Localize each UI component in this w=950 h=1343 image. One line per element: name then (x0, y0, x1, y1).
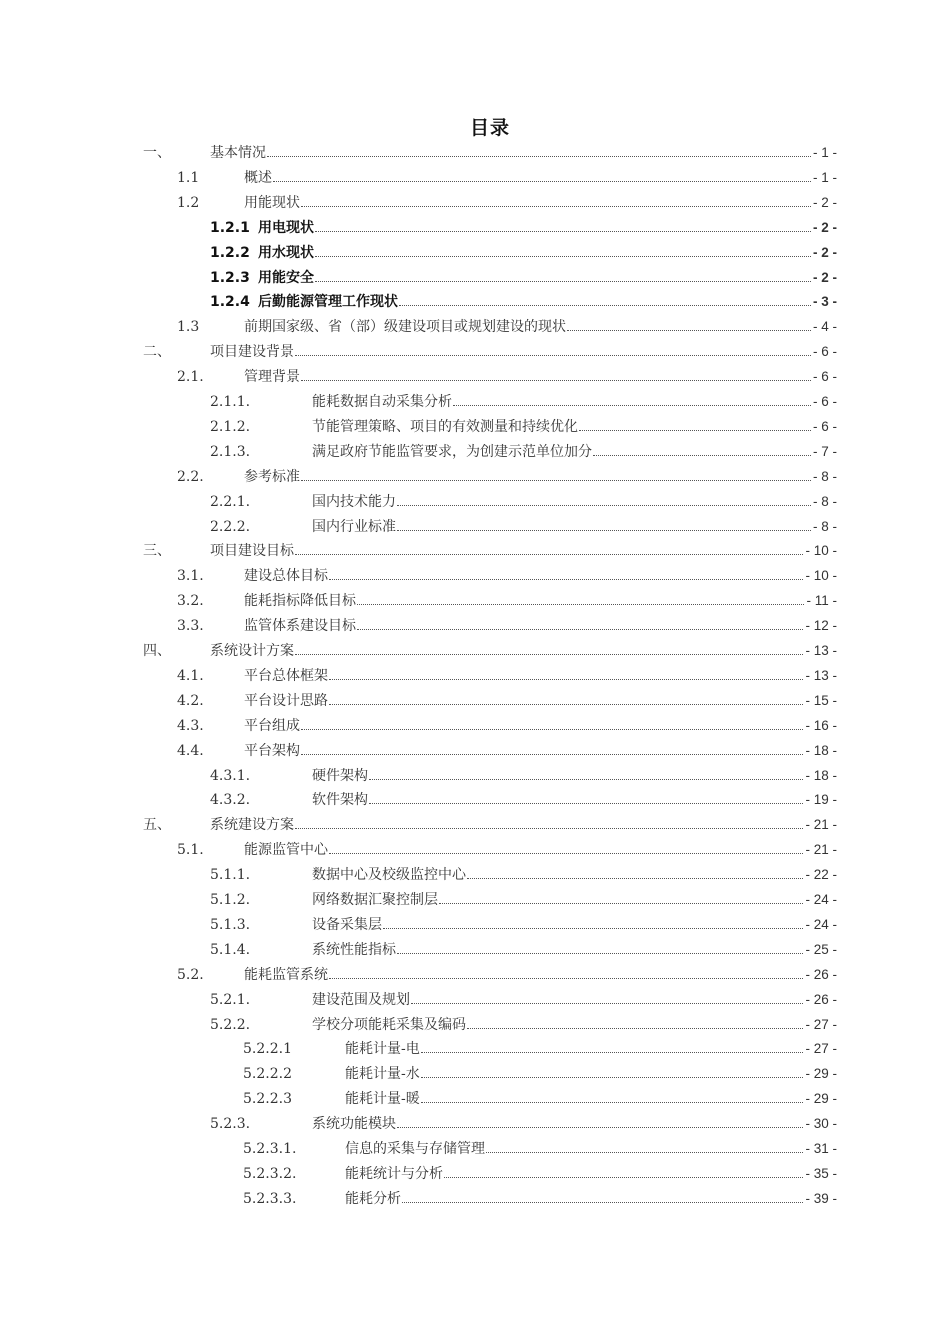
toc-entry[interactable] (0, 366, 950, 388)
toc-entry-number: 4.3. (177, 717, 204, 734)
toc-entry-title: 用能现状 (244, 192, 301, 214)
toc-entry-title: 系统设计方案 (210, 640, 295, 662)
toc-entry-title: 能源监管中心 (244, 839, 329, 861)
toc-entry-title: 监管体系建设目标 (244, 615, 357, 637)
toc-entry-page: - 4 - (811, 316, 837, 338)
toc-entry-page: - 27 - (803, 1014, 837, 1036)
toc-entry[interactable] (0, 242, 950, 264)
toc-entry-number: 4.3.1. (210, 767, 251, 784)
toc-entry[interactable] (0, 167, 950, 189)
toc-dot-leader (329, 579, 803, 580)
toc-entry[interactable] (0, 540, 950, 562)
toc-entry-title: 能耗计量-水 (345, 1063, 421, 1085)
toc-entry-number: 2.2.2. (210, 518, 251, 535)
toc-dot-leader (315, 281, 811, 282)
toc-entry-number: 5.1.1. (210, 867, 251, 884)
toc-entry-page: - 18 - (803, 765, 837, 787)
toc-entry-number: 3.3. (177, 618, 204, 635)
toc-entry-title: 信息的采集与存储管理 (345, 1138, 486, 1160)
toc-entry-title: 数据中心及校级监控中心 (312, 864, 467, 886)
toc-entry[interactable] (0, 864, 950, 886)
toc-entry-title: 项目建设目标 (210, 540, 295, 562)
toc-entry-number: 1.2.1 (210, 219, 250, 236)
toc-entry-page: - 24 - (803, 914, 837, 936)
toc-entry-title: 节能管理策略、项目的有效测量和持续优化 (312, 416, 579, 438)
toc-dot-leader (295, 654, 803, 655)
toc-entry-number: 2.2. (177, 468, 204, 485)
toc-entry-number: 5.2.3.1. (243, 1141, 297, 1157)
toc-entry-title: 平台总体框架 (244, 665, 329, 687)
toc-entry[interactable] (0, 416, 950, 438)
toc-entry-number: 三、 (143, 543, 171, 560)
toc-entry-title: 国内技术能力 (312, 491, 397, 513)
toc-dot-leader (357, 604, 804, 605)
toc-entry[interactable] (0, 615, 950, 637)
toc-entry-page: - 39 - (803, 1188, 837, 1210)
toc-entry-page: - 6 - (811, 391, 837, 413)
toc-dot-leader (329, 679, 803, 680)
toc-entry-number: 四、 (143, 643, 171, 659)
toc-entry-title: 后勤能源管理工作现状 (258, 291, 399, 313)
toc-dot-leader (402, 1202, 803, 1203)
toc-dot-leader (301, 380, 811, 381)
toc-entry[interactable] (0, 142, 950, 164)
toc-entry-title: 建设范围及规划 (312, 989, 411, 1011)
toc-entry-number: 5.1.2. (210, 892, 251, 908)
toc-entry-page: - 6 - (811, 416, 837, 438)
toc-entry[interactable] (0, 1014, 950, 1036)
toc-dot-leader (421, 1102, 803, 1103)
toc-dot-leader (369, 803, 803, 804)
toc-entry-title: 能耗计量-电 (345, 1038, 421, 1060)
toc-entry-number: 5.1.4. (210, 941, 251, 958)
toc-entry-number: 2.1.2. (210, 418, 251, 435)
toc-entry-number: 1.2.4 (210, 294, 250, 311)
toc-entry-title: 系统性能指标 (312, 939, 397, 961)
toc-entry[interactable] (0, 765, 950, 787)
toc-entry-title: 网络数据汇聚控制层 (312, 889, 439, 911)
toc-entry-page: - 19 - (803, 789, 837, 811)
toc-entry[interactable] (0, 814, 950, 836)
toc-entry-number: 2.1.1. (210, 394, 251, 410)
toc-entry[interactable] (0, 590, 950, 612)
toc-entry-title: 能耗统计与分析 (345, 1163, 444, 1185)
toc-entry-page: - 11 - (804, 590, 837, 612)
toc-dot-leader (295, 554, 803, 555)
toc-entry-number: 5.2.2.1 (243, 1041, 292, 1058)
toc-entry-page: - 29 - (803, 1088, 837, 1110)
toc-entry-page: - 22 - (803, 864, 837, 886)
toc-entry-title: 能耗指标降低目标 (244, 590, 357, 612)
toc-entry-page: - 2 - (811, 192, 837, 214)
toc-dot-leader (486, 1152, 803, 1153)
toc-dot-leader (295, 828, 803, 829)
toc-entry-page: - 18 - (803, 740, 837, 762)
toc-entry-page: - 16 - (803, 715, 837, 737)
toc-entry-number: 二、 (143, 344, 171, 361)
toc-entry-page: - 2 - (811, 217, 837, 239)
toc-entry-page: - 2 - (811, 267, 837, 289)
toc-dot-leader (397, 1127, 803, 1128)
toc-entry-title: 管理背景 (244, 366, 301, 388)
toc-entry[interactable] (0, 466, 950, 488)
toc-entry-page: - 21 - (803, 814, 837, 836)
toc-entry[interactable] (0, 441, 950, 463)
toc-entry-number: 5.1. (177, 842, 204, 859)
toc-entry-title: 前期国家级、省（部）级建设项目或规划建设的现状 (244, 316, 567, 338)
toc-entry-number: 1.2 (177, 194, 200, 211)
toc-dot-leader (301, 480, 811, 481)
toc-entry[interactable] (0, 690, 950, 712)
toc-entry-number: 2.1. (177, 369, 204, 386)
toc-entry-number: 4.1. (177, 667, 204, 684)
toc-entry-title: 概述 (244, 167, 273, 189)
toc-entry-page: - 13 - (803, 665, 837, 687)
toc-entry-page: - 10 - (803, 565, 837, 587)
toc-entry-title: 国内行业标准 (312, 516, 397, 538)
toc-entry-page: - 29 - (803, 1063, 837, 1085)
toc-dot-leader (315, 231, 811, 232)
toc-entry-number: 5.2.2. (210, 1016, 251, 1033)
toc-entry[interactable] (0, 1188, 950, 1210)
toc-entry-number: 4.2. (177, 692, 204, 709)
toc-title: 目录 (469, 117, 510, 139)
toc-dot-leader (421, 1052, 803, 1053)
toc-entry-page: - 1 - (811, 142, 837, 164)
toc-entry[interactable] (0, 217, 950, 239)
toc-entry[interactable] (0, 267, 950, 289)
toc-entry-page: - 35 - (803, 1163, 837, 1185)
toc-entry-page: - 26 - (803, 964, 837, 986)
toc-entry-title: 能耗计量-暖 (345, 1088, 421, 1110)
toc-entry-title: 基本情况 (210, 142, 267, 164)
toc-dot-leader (579, 430, 811, 431)
toc-entry[interactable] (0, 192, 950, 214)
toc-entry-number: 1.1 (177, 169, 200, 186)
toc-entry-title: 能耗监管系统 (244, 964, 329, 986)
toc-entry-number: 4.3.2. (210, 792, 251, 809)
toc-entry-page: - 7 - (811, 441, 837, 463)
toc-entry-number: 1.2.2 (210, 244, 250, 261)
toc-entry-number: 1.2.3 (210, 269, 250, 286)
toc-dot-leader (301, 206, 811, 207)
toc-dot-leader (329, 978, 803, 979)
toc-entry[interactable] (0, 964, 950, 986)
toc-entry-title: 参考标准 (244, 466, 301, 488)
toc-entry[interactable] (0, 939, 950, 961)
toc-entry[interactable] (0, 789, 950, 811)
toc-entry-number: 5.2.2.2 (243, 1066, 292, 1083)
toc-entry-number: 4.4. (177, 742, 204, 759)
toc-entry-title: 项目建设背景 (210, 341, 295, 363)
toc-entry-title: 系统功能模块 (312, 1113, 397, 1135)
toc-dot-leader (273, 181, 811, 182)
toc-entry[interactable] (0, 491, 950, 513)
toc-entry[interactable] (0, 715, 950, 737)
toc-entry-page: - 24 - (803, 889, 837, 911)
toc-entry[interactable] (0, 740, 950, 762)
toc-dot-leader (329, 853, 803, 854)
toc-entry-number: 5.2.3. (210, 1116, 251, 1133)
toc-dot-leader (329, 704, 803, 705)
toc-dot-leader (301, 729, 803, 730)
toc-dot-leader (397, 953, 803, 954)
toc-dot-leader (467, 1028, 803, 1029)
toc-entry[interactable] (0, 1138, 950, 1160)
toc-entry-page: - 12 - (803, 615, 837, 637)
toc-dot-leader (421, 1077, 803, 1078)
toc-entry-page: - 21 - (803, 839, 837, 861)
toc-entry[interactable] (0, 914, 950, 936)
toc-entry-page: - 3 - (811, 291, 837, 313)
toc-entry-number: 3.2. (177, 593, 204, 610)
toc-entry-page: - 25 - (803, 939, 837, 961)
toc-entry-number: 5.2.3.2. (243, 1165, 297, 1182)
toc-entry-title: 平台架构 (244, 740, 301, 762)
toc-entry-title: 用水现状 (258, 242, 315, 264)
toc-entry-number: 2.1.3. (210, 443, 251, 460)
toc-dot-leader (315, 256, 811, 257)
toc-entry[interactable] (0, 1113, 950, 1135)
toc-entry-title: 硬件架构 (312, 765, 369, 787)
toc-entry-title: 用电现状 (258, 217, 315, 239)
toc-dot-leader (301, 754, 803, 755)
toc-dot-leader (439, 903, 803, 904)
toc-dot-leader (357, 629, 803, 630)
toc-entry[interactable] (0, 989, 950, 1011)
toc-dot-leader (444, 1177, 803, 1178)
toc-dot-leader (295, 355, 811, 356)
toc-entry-page: - 8 - (811, 516, 837, 538)
toc-entry-title: 满足政府节能监管要求，为创建示范单位加分 (312, 441, 593, 463)
toc-dot-leader (411, 1003, 803, 1004)
toc-entry[interactable] (0, 516, 950, 538)
toc-entry-page: - 13 - (803, 640, 837, 662)
toc-dot-leader (369, 779, 803, 780)
toc-dot-leader (397, 530, 811, 531)
toc-dot-leader (453, 405, 811, 406)
toc-entry[interactable] (0, 1063, 950, 1085)
toc-entry-title: 能耗分析 (345, 1188, 402, 1210)
toc-entry-title: 设备采集层 (312, 914, 383, 936)
toc-entry[interactable] (0, 665, 950, 687)
toc-entry-number: 3.1. (177, 568, 204, 585)
toc-entry-page: - 10 - (803, 540, 837, 562)
toc-entry[interactable] (0, 839, 950, 861)
toc-entry-page: - 8 - (811, 466, 837, 488)
toc-entry-title: 平台组成 (244, 715, 301, 737)
toc-entry-page: - 6 - (811, 341, 837, 363)
toc-entry[interactable] (0, 1038, 950, 1060)
toc-entry-page: - 30 - (803, 1113, 837, 1135)
toc-entry[interactable] (0, 1163, 950, 1185)
toc-entry-title: 能耗数据自动采集分析 (312, 391, 453, 413)
toc-entry-page: - 1 - (811, 167, 837, 189)
toc-entry-number: 一、 (143, 145, 171, 161)
toc-entry[interactable] (0, 341, 950, 363)
toc-entry-title: 系统建设方案 (210, 814, 295, 836)
toc-entry[interactable] (0, 316, 950, 338)
toc-dot-leader (397, 505, 811, 506)
toc-entry[interactable] (0, 291, 950, 313)
toc-dot-leader (399, 305, 811, 306)
toc-entry-title: 学校分项能耗采集及编码 (312, 1014, 467, 1036)
toc-dot-leader (267, 156, 811, 157)
toc-entry-title: 用能安全 (258, 267, 315, 289)
toc-entry-page: - 26 - (803, 989, 837, 1011)
toc-dot-leader (593, 455, 811, 456)
toc-entry-number: 五、 (143, 817, 171, 834)
toc-entry[interactable] (0, 1088, 950, 1110)
toc-entry-page: - 2 - (811, 242, 837, 264)
toc-entry-number: 1.3 (177, 319, 200, 336)
toc-entry-page: - 31 - (803, 1138, 837, 1160)
toc-entry-page: - 6 - (811, 366, 837, 388)
toc-entry-number: 5.2.3.3. (243, 1190, 297, 1207)
toc-entry-page: - 27 - (803, 1038, 837, 1060)
toc-entry-title: 平台设计思路 (244, 690, 329, 712)
toc-entry-number: 5.2. (177, 966, 204, 983)
toc-dot-leader (383, 928, 803, 929)
toc-dot-leader (567, 330, 811, 331)
toc-entry-number: 5.2.1. (210, 991, 251, 1008)
toc-entry-number: 5.1.3. (210, 916, 251, 933)
toc-entry[interactable] (0, 640, 950, 662)
toc-dot-leader (467, 878, 803, 879)
toc-entry-number: 5.2.2.3 (243, 1091, 292, 1108)
toc-entry-title: 建设总体目标 (244, 565, 329, 587)
toc-entry-title: 软件架构 (312, 789, 369, 811)
toc-entry[interactable] (0, 565, 950, 587)
toc-entry-page: - 15 - (803, 690, 837, 712)
toc-entry[interactable] (0, 889, 950, 911)
toc-entry-page: - 8 - (811, 491, 837, 513)
toc-entry[interactable] (0, 391, 950, 413)
toc-entry-number: 2.2.1. (210, 493, 251, 510)
